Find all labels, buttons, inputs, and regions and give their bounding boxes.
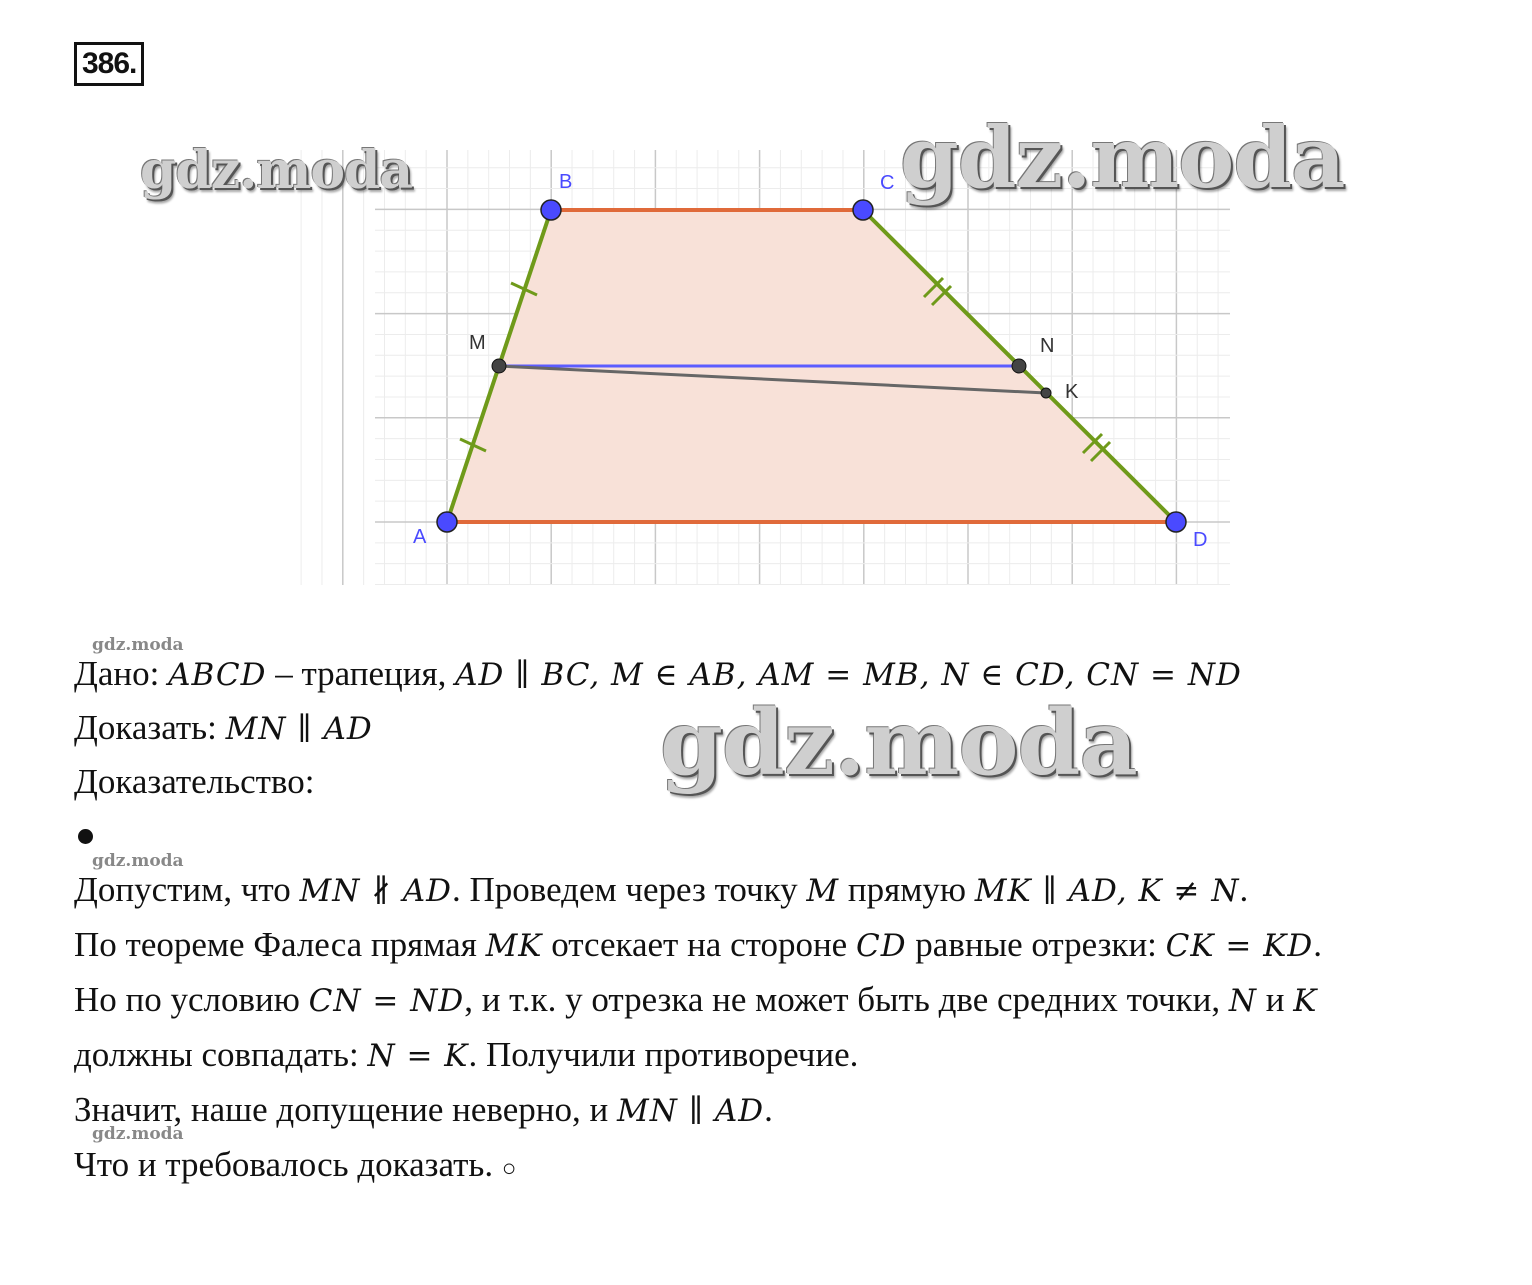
l1-e: прямую <box>839 870 975 909</box>
l6-a: Что и требовалось доказать. <box>74 1145 502 1184</box>
label-d: D <box>1193 529 1208 551</box>
l1-a: Допустим, что <box>74 870 300 909</box>
l3-d: N <box>1228 983 1257 1019</box>
l1-c: . Проведем через точку <box>451 870 807 909</box>
l1-g: . <box>1239 870 1249 909</box>
proof-line-4 <box>74 1033 858 1077</box>
point-d <box>1166 512 1186 532</box>
point-c <box>853 200 873 220</box>
l3-a: Но по условию <box>74 980 309 1019</box>
point-m <box>492 359 506 373</box>
l5-c: . <box>764 1090 773 1129</box>
proof-line-1 <box>74 868 1248 912</box>
l2-b: MK <box>485 928 543 964</box>
given-label: Дано: <box>74 654 160 693</box>
label-n: N <box>1040 335 1055 357</box>
proof-line-2 <box>74 923 1322 967</box>
l3-e: и <box>1257 980 1294 1019</box>
l3-c: , и т.к. у отрезка не может быть две средних точки, <box>464 980 1229 1019</box>
l3-b: CN = ND <box>308 983 465 1019</box>
prove-line <box>74 706 373 750</box>
given-dash: – трапеция, <box>266 654 456 693</box>
label-a: A <box>413 526 427 548</box>
given-conditions: AD ∥ BC, M ∈ AB, AM = MB, N ∈ CD, CN = ND <box>455 657 1242 693</box>
watermark-2: gdz.moda <box>900 108 1345 207</box>
prove-statement: MN ∥ AD <box>225 711 373 747</box>
trapezoid-figure <box>0 0 1532 620</box>
l4-a: должны совпадать: <box>74 1035 368 1074</box>
proof-line-5 <box>74 1088 773 1132</box>
l5-a: Значит, наше допущение неверно, и <box>74 1090 617 1129</box>
l2-g: . <box>1313 925 1322 964</box>
qed-symbol: ○ <box>501 1156 517 1182</box>
l1-b: MN ∦ AD <box>299 873 452 909</box>
label-c: C <box>880 172 895 194</box>
l2-a: По теореме Фалеса прямая <box>74 925 486 964</box>
l2-f: CK = KD <box>1165 928 1314 964</box>
l2-e: равные отрезки: <box>906 925 1166 964</box>
problem-number: 386. <box>74 42 144 86</box>
l1-f: MK ∥ AD, K ≠ N <box>974 873 1240 909</box>
l2-c: отсекает на стороне <box>542 925 856 964</box>
proof-label: Доказательство: <box>74 762 315 801</box>
point-k <box>1041 388 1051 398</box>
point-a <box>437 512 457 532</box>
label-m: M <box>469 332 486 354</box>
label-k: K <box>1065 381 1079 403</box>
watermark-small-1: gdz.moda <box>92 635 184 655</box>
watermark-small-2: gdz.moda <box>92 851 184 871</box>
watermark-small-3: gdz.moda <box>92 1124 184 1144</box>
l3-f: K <box>1293 983 1318 1019</box>
proof-line-3 <box>74 978 1317 1022</box>
l2-d: CD <box>855 928 907 964</box>
l4-b: N = K <box>367 1038 469 1074</box>
prove-label: Доказать: <box>74 708 226 747</box>
point-n <box>1012 359 1026 373</box>
l5-b: MN ∥ AD <box>617 1093 765 1129</box>
watermark-3: gdz.moda <box>660 690 1137 796</box>
l4-c: . Получили противоречие. <box>468 1035 859 1074</box>
label-b: B <box>559 171 573 193</box>
watermark-1: gdz.moda <box>140 140 413 201</box>
bullet <box>78 829 93 844</box>
given-line <box>74 652 1242 696</box>
l1-d: M <box>806 873 840 909</box>
given-trapezoid: ABCD <box>168 657 267 693</box>
point-b <box>541 200 561 220</box>
proof-line-6 <box>74 1143 516 1187</box>
